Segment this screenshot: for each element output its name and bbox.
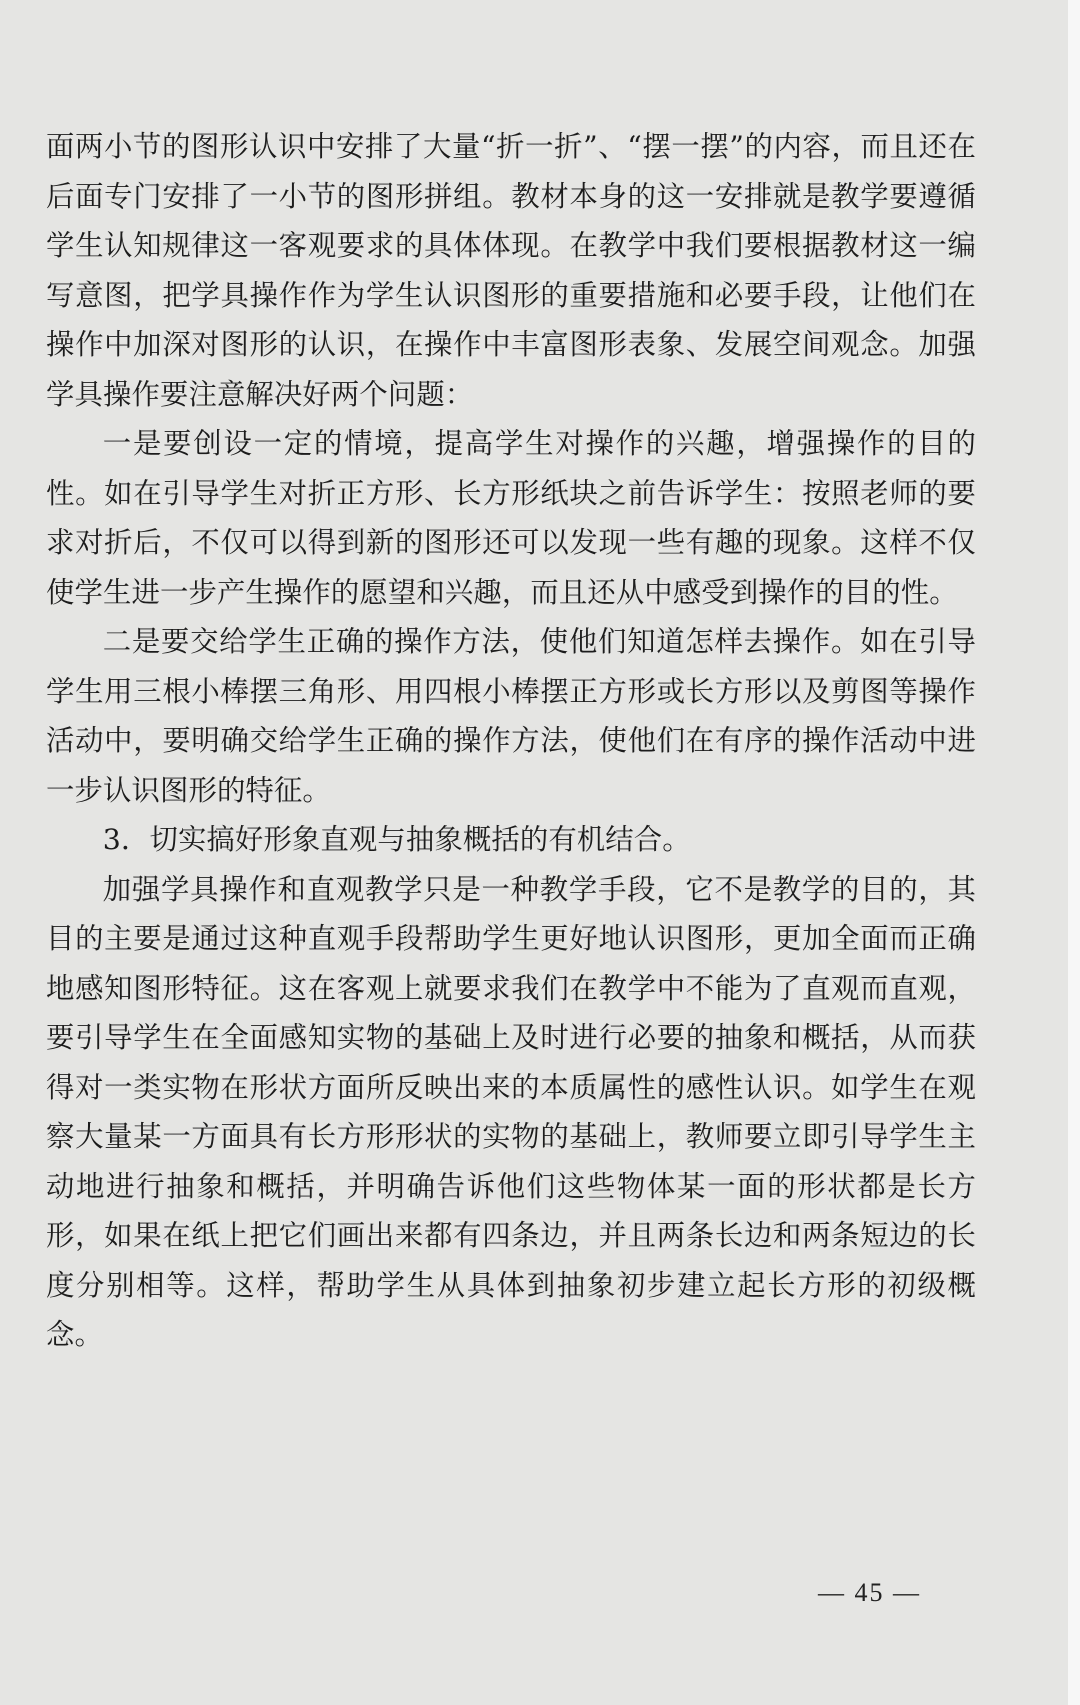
paragraph-second-issue: 二是要交给学生正确的操作方法，使他们知道怎样去操作。如在引导学生用三根小棒摆三角形、用四根小棒摆正方形或长方形以及剪图等操作活动中，要明确交给学生正确的操作方法，使他们在有序的操作活动中进一步认识图形的特征。 (46, 625, 976, 807)
paragraph-abstraction: 加强学具操作和直观教学只是一种教学手段，它不是教学的目的，其目的主要是通过这种直观手段帮助学生更好地认识图形，更加全面而正确地感知图形特征。这在客观上就要求我们在教学中不能为了直观而直观，要引导学生在全面感知实物的基础上及时进行必要的抽象和概括，从而获得对一类实物在形状方面所反映出来的本质属性的感性认识。如学生在观察大量某一方面具有长方形形状的实物的基础上，教师要立即引导学生主动地进行抽象和概括，并明确告诉他们这些物体某一面的形状都是长方形，如果在纸上把它们画出来都有四条边，并且两条长边和两条短边的长度分别相等。这样，帮助学生从具体到抽象初步建立起长方形的初级概念。 (46, 872, 976, 1351)
paragraph-first-issue: 一是要创设一定的情境，提高学生对操作的兴趣，增强操作的目的性。如在引导学生对折正方形、长方形纸块之前告诉学生：按照老师的要求对折后，不仅可以得到新的图形还可以发现一些有趣的现象。这样不仅使学生进一步产生操作的愿望和兴趣，而且还从中感受到操作的目的性。 (46, 427, 976, 609)
paragraph-continued: 面两小节的图形认识中安排了大量“折一折”、“摆一摆”的内容，而且还在后面专门安排了一小节的图形拼组。教材本身的这一安排就是教学要遵循学生认知规律这一客观要求的具体体现。在教学中我们要根据教材这一编写意图，把学具操作作为学生认识图形的重要措施和必要手段，让他们在操作中加深对图形的认识，在操作中丰富图形表象、发展空间观念。加强学具操作要注意解决好两个问题： (46, 130, 976, 411)
body-text (46, 122, 976, 1360)
page-number: — 45 — (818, 1578, 921, 1607)
section-heading: 3．切实搞好形象直观与抽象概括的有机结合。 (102, 823, 691, 856)
